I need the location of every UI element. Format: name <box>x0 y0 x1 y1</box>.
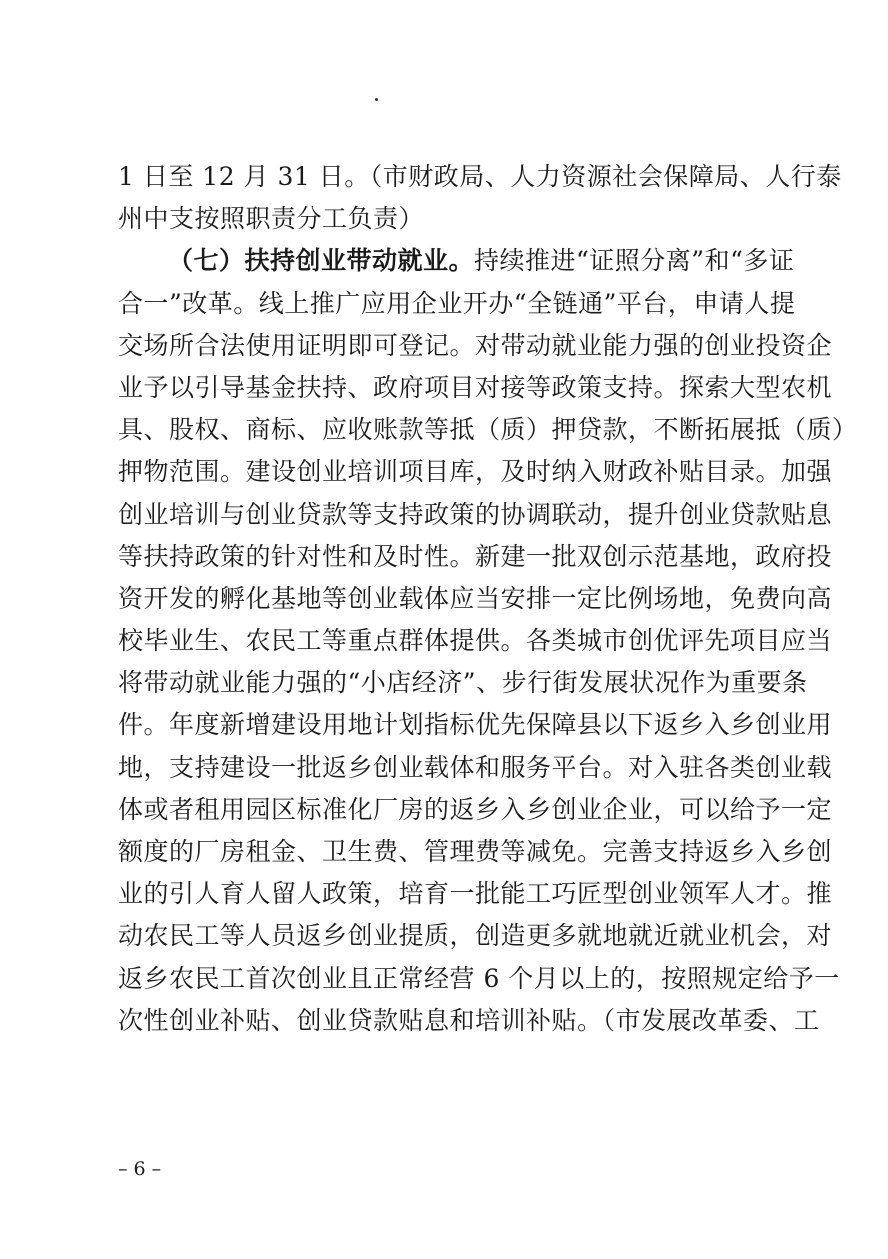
text-line: 业的引人育人留人政策，培育一批能工巧匠型创业领军人才。推 <box>118 879 833 909</box>
text-line: 次性创业补贴、创业贷款贴息和培训补贴。（市发展改革委、工 <box>118 1005 820 1035</box>
section-heading: （七）扶持创业带动就业。 <box>168 246 475 276</box>
text-line: 额度的厂房租金、卫生费、管理费等减免。完善支持返乡入乡创 <box>118 837 833 866</box>
text-line: 合一”改革。线上推广应用企业开办“全链通”平台，申请人提 <box>118 288 796 318</box>
section-heading-rest: 持续推进“证照分离”和“多证 <box>474 246 795 276</box>
text-line: 校毕业生、农民工等重点群体提供。各类城市创优评先项目应当 <box>118 626 833 656</box>
scan-speck <box>375 98 378 101</box>
text-line: 资开发的孵化基地等创业载体应当安排一定比例场地，免费向高 <box>118 583 833 613</box>
text-line: 将带动就业能力强的“小店经济”、步行街发展状况作为重要条 <box>118 668 808 698</box>
text-line: 地，支持建设一批返乡创业载体和服务平台。对入驻各类创业载 <box>118 752 833 782</box>
text-line: 1 日至 12 月 31 日。（市财政局、人力资源社会保障局、人行泰 <box>118 162 842 191</box>
text-line: 创业培训与创业贷款等支持政策的协调联动，提升创业贷款贴息 <box>118 499 833 529</box>
text-line: 等扶持政策的针对性和及时性。新建一批双创示范基地，政府投 <box>118 541 833 571</box>
text-line: 具、股权、商标、应收账款等抵（质）押贷款，不断拓展抵（质） <box>118 415 858 445</box>
text-line: 州中支按照职责分工负责） <box>118 204 425 234</box>
section-heading-line <box>118 240 795 282</box>
text-line: 押物范围。建设创业培训项目库，及时纳入财政补贴目录。加强 <box>118 457 833 487</box>
text-line: 件。年度新增建设用地计划指标优先保障县以下返乡入乡创业用 <box>118 710 833 740</box>
text-line: 返乡农民工首次创业且正常经营 6 个月以上的，按照规定给予一 <box>118 963 840 993</box>
text-line: 交场所合法使用证明即可登记。对带动就业能力强的创业投资企 <box>118 330 833 360</box>
text-line: 业予以引导基金扶持、政府项目对接等政策支持。探索大型农机 <box>118 372 833 402</box>
text-line: 体或者租用园区标准化厂房的返乡入乡创业企业，可以给予一定 <box>118 794 833 824</box>
text-line: 动农民工等人员返乡创业提质，创造更多就地就近就业机会，对 <box>118 921 833 951</box>
page-number: – 6 – <box>118 1158 162 1180</box>
body-text <box>118 156 858 1042</box>
